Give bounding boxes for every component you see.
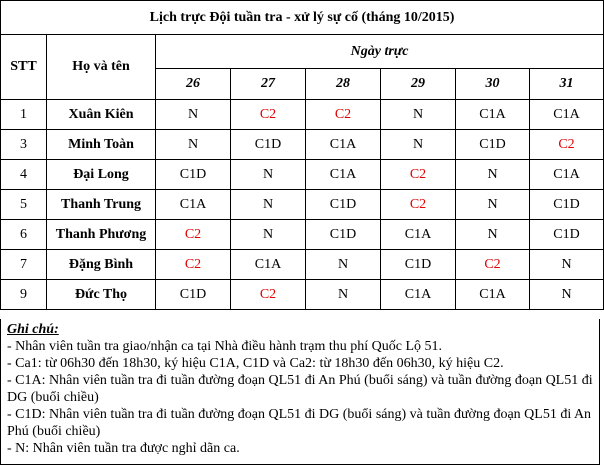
- shift-cell: C1A: [530, 100, 604, 130]
- row-name: Thanh Phương: [47, 220, 156, 250]
- shift-cell: N: [530, 250, 604, 280]
- day-header: 31: [530, 69, 604, 100]
- shift-cell: C1D: [156, 160, 231, 190]
- note-line: - C1D: Nhân viên tuần tra đi tuần đường đoạn QL51 đi DG (buổi sáng) và tuần đường đoạn QL51 đi An Phú (buổi chiều): [7, 407, 592, 439]
- shift-cell: N: [231, 190, 306, 220]
- shift-cell: N: [456, 190, 530, 220]
- table-row: [1, 220, 604, 250]
- shift-cell: C1D: [381, 250, 456, 280]
- note-line: - C1A: Nhân viên tuần tra đi tuần đường đoạn QL51 đi An Phú (buổi sáng) và tuần đường đoạn QL51 đi DG (buổi chiều): [7, 373, 593, 405]
- table-row: [1, 130, 604, 160]
- note-line: - N: Nhân viên tuần tra được nghỉ dãn ca.: [7, 441, 240, 456]
- shift-cell: C2: [381, 160, 456, 190]
- shift-cell: N: [156, 130, 231, 160]
- shift-cell: N: [381, 100, 456, 130]
- shift-cell: C1D: [306, 190, 381, 220]
- row-stt: 3: [1, 130, 47, 160]
- table-row: [1, 160, 604, 190]
- shift-cell: C1A: [530, 160, 604, 190]
- shift-cell: C2: [156, 250, 231, 280]
- table-row: [1, 100, 604, 130]
- shift-cell: C1D: [156, 280, 231, 310]
- shift-cell: N: [231, 160, 306, 190]
- shift-cell: C1A: [306, 160, 381, 190]
- shift-cell: C1A: [456, 280, 530, 310]
- shift-cell: N: [231, 220, 306, 250]
- row-stt: 4: [1, 160, 47, 190]
- header-name: Họ và tên: [47, 35, 156, 100]
- shift-cell: C1A: [381, 220, 456, 250]
- shift-cell: C1D: [530, 190, 604, 220]
- shift-cell: N: [530, 280, 604, 310]
- shift-cell: C1A: [306, 130, 381, 160]
- shift-cell: C1D: [530, 220, 604, 250]
- note-line: - Ca1: từ 06h30 đến 18h30, ký hiệu C1A, C1D và Ca2: từ 18h30 đến 06h30, ký hiệu C2.: [7, 356, 504, 371]
- row-name: Minh Toàn: [47, 130, 156, 160]
- row-stt: 6: [1, 220, 47, 250]
- day-header: 28: [306, 69, 381, 100]
- shift-cell: C2: [306, 100, 381, 130]
- row-name: Đức Thọ: [47, 280, 156, 310]
- row-stt: 7: [1, 250, 47, 280]
- row-name: Đặng Bình: [47, 250, 156, 280]
- row-stt: 5: [1, 190, 47, 220]
- shift-cell: C2: [530, 130, 604, 160]
- shift-cell: N: [306, 280, 381, 310]
- shift-cell: C2: [381, 190, 456, 220]
- table-row: [1, 250, 604, 280]
- notes-section: [0, 319, 600, 465]
- day-header: 27: [231, 69, 306, 100]
- day-header: 30: [456, 69, 530, 100]
- row-name: Thanh Trung: [47, 190, 156, 220]
- shift-cell: C2: [156, 220, 231, 250]
- schedule-title: Lịch trực Đội tuần tra - xử lý sự cố (tháng 10/2015): [1, 1, 604, 35]
- row-name: Đại Long: [47, 160, 156, 190]
- day-header: 29: [381, 69, 456, 100]
- row-stt: 9: [1, 280, 47, 310]
- shift-cell: N: [306, 250, 381, 280]
- row-name: Xuân Kiên: [47, 100, 156, 130]
- row-stt: 1: [1, 100, 47, 130]
- table-row: [1, 280, 604, 310]
- shift-cell: C1A: [156, 190, 231, 220]
- shift-cell: C2: [231, 280, 306, 310]
- day-header: 26: [156, 69, 231, 100]
- shift-cell: C1A: [456, 100, 530, 130]
- table-row: [1, 190, 604, 220]
- shift-cell: C2: [231, 100, 306, 130]
- shift-cell: N: [381, 130, 456, 160]
- shift-cell: N: [456, 160, 530, 190]
- notes-heading: Ghi chú:: [7, 322, 59, 337]
- header-stt: STT: [1, 35, 47, 100]
- shift-cell: N: [156, 100, 231, 130]
- shift-cell: C1D: [231, 130, 306, 160]
- shift-cell: C1A: [231, 250, 306, 280]
- shift-cell: C1D: [306, 220, 381, 250]
- shift-cell: C1A: [381, 280, 456, 310]
- shift-cell: C1D: [456, 130, 530, 160]
- shift-cell: N: [456, 220, 530, 250]
- header-ngay-truc: Ngày trực: [156, 35, 604, 69]
- note-line: - Nhân viên tuần tra giao/nhận ca tại Nhà điều hành trạm thu phí Quốc Lộ 51.: [7, 339, 443, 354]
- shift-cell: C2: [456, 250, 530, 280]
